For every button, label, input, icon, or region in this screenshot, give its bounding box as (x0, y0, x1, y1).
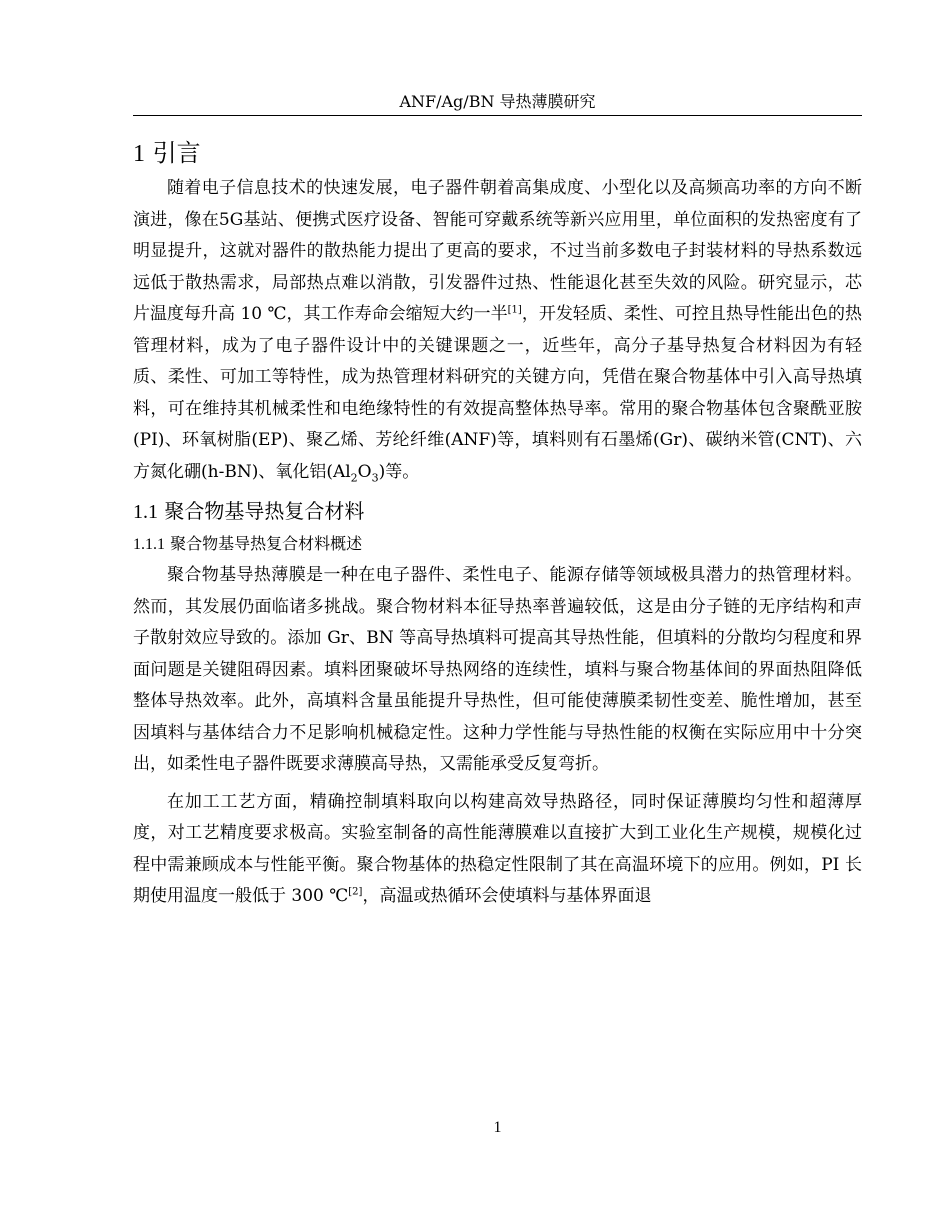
page-number: 1 (493, 1119, 502, 1136)
subsection-title: 聚合物基导热复合材料 (164, 499, 365, 523)
overview-paragraph: 聚合物基导热薄膜是一种在电子器件、柔性电子、能源存储等领域极具潜力的热管理材料。然而，其发展仍面临诸多挑战。聚合物材料本征导热率普遍较低，这是由分子链的无序结构和声子散射效应导致的。添加 Gr、BN 等高导热填料可提高其导热性能，但填料的分散均匀程度和界面问题是关键阻碍因素。填料团聚破坏导热网络的连续性，填料与聚合物基体间的界面热阻降低整体导热效率。此外，高填料含量虽能提升导热性，但可能使薄膜柔韧性变差、脆性增加，甚至因填料与基体结合力不足影响机械稳定性。这种力学性能与导热性能的权衡在实际应用中十分突出，如柔性电子器件既要求薄膜高导热，又需能承受反复弯折。 (133, 565, 862, 774)
alumina-subscript-2: 2 (350, 470, 358, 484)
subsection-number: 1.1 (133, 501, 158, 523)
page-body (133, 134, 862, 913)
intro-paragraph (133, 173, 862, 488)
alumina-oxygen: O (357, 461, 372, 482)
section-number: 1 (133, 141, 145, 167)
processing-text-part-1: 在加工工艺方面，精确控制填料取向以构建高效导热路径，同时保证薄膜均匀性和超薄厚度，对工艺精度要求极高。实验室制备的高性能薄膜难以直接扩大到工业化生产规模，规模化过程中需兼顾成本与性能平衡。聚合物基体的热稳定性限制了其在高温环境下的应用。例如，PI 长期使用温度一般低于 300 ℃ (133, 791, 862, 906)
intro-text-part-2: ，开发轻质、柔性、可控且热导性能出色的热管理材料，成为了电子器件设计中的关键课题之一，近些年，高分子基导热复合材料因为有轻质、柔性、可加工等特性，成为热管理材料研究的关键方向，凭借在聚合物基体中引入高导热填料，可在维持其机械柔性和电绝缘特性的有效提高整体热导率。常用的聚合物基体包含聚酰亚胺(PI)、环氧树脂(EP)、聚乙烯、芳纶纤维(ANF)等，填料则有石墨烯(Gr)、碳纳米管(CNT)、六方氮化硼(h-BN)、氧化铝(Al (133, 304, 862, 482)
alumina-subscript-3: 3 (371, 470, 379, 484)
subsubsection-heading (133, 529, 862, 560)
processing-text-part-2: ，高温或热循环会使填料与基体界面退 (362, 886, 652, 906)
subsection-heading (133, 494, 862, 529)
intro-text-part-3: )等。 (378, 461, 420, 482)
subsubsection-title: 聚合物基导热复合材料概述 (170, 534, 363, 553)
running-header: ANF/Ag/BN 导热薄膜研究 (399, 92, 596, 111)
subsubsection-number: 1.1.1 (133, 536, 165, 553)
header-rule (133, 115, 862, 116)
intro-text-part-1: 随着电子信息技术的快速发展，电子器件朝着高集成度、小型化以及高频高功率的方向不断演进，像在5G基站、便携式医疗设备、智能可穿戴系统等新兴应用里，单位面积的发热密度有了明显提升，这就对器件的散热能力提出了更高的要求，不过当前多数电子封装材料的导热系数远远低于散热需求，局部热点难以消散，引发器件过热、性能退化甚至失效的风险。研究显示，芯片温度每升高 10 ℃，其工作寿命会缩短大约一半 (133, 178, 862, 324)
citation-1[interactable]: [1] (507, 304, 522, 316)
processing-paragraph (133, 787, 862, 913)
citation-2[interactable]: [2] (348, 886, 363, 898)
section-title: 引言 (152, 139, 201, 167)
section-heading (133, 134, 862, 173)
